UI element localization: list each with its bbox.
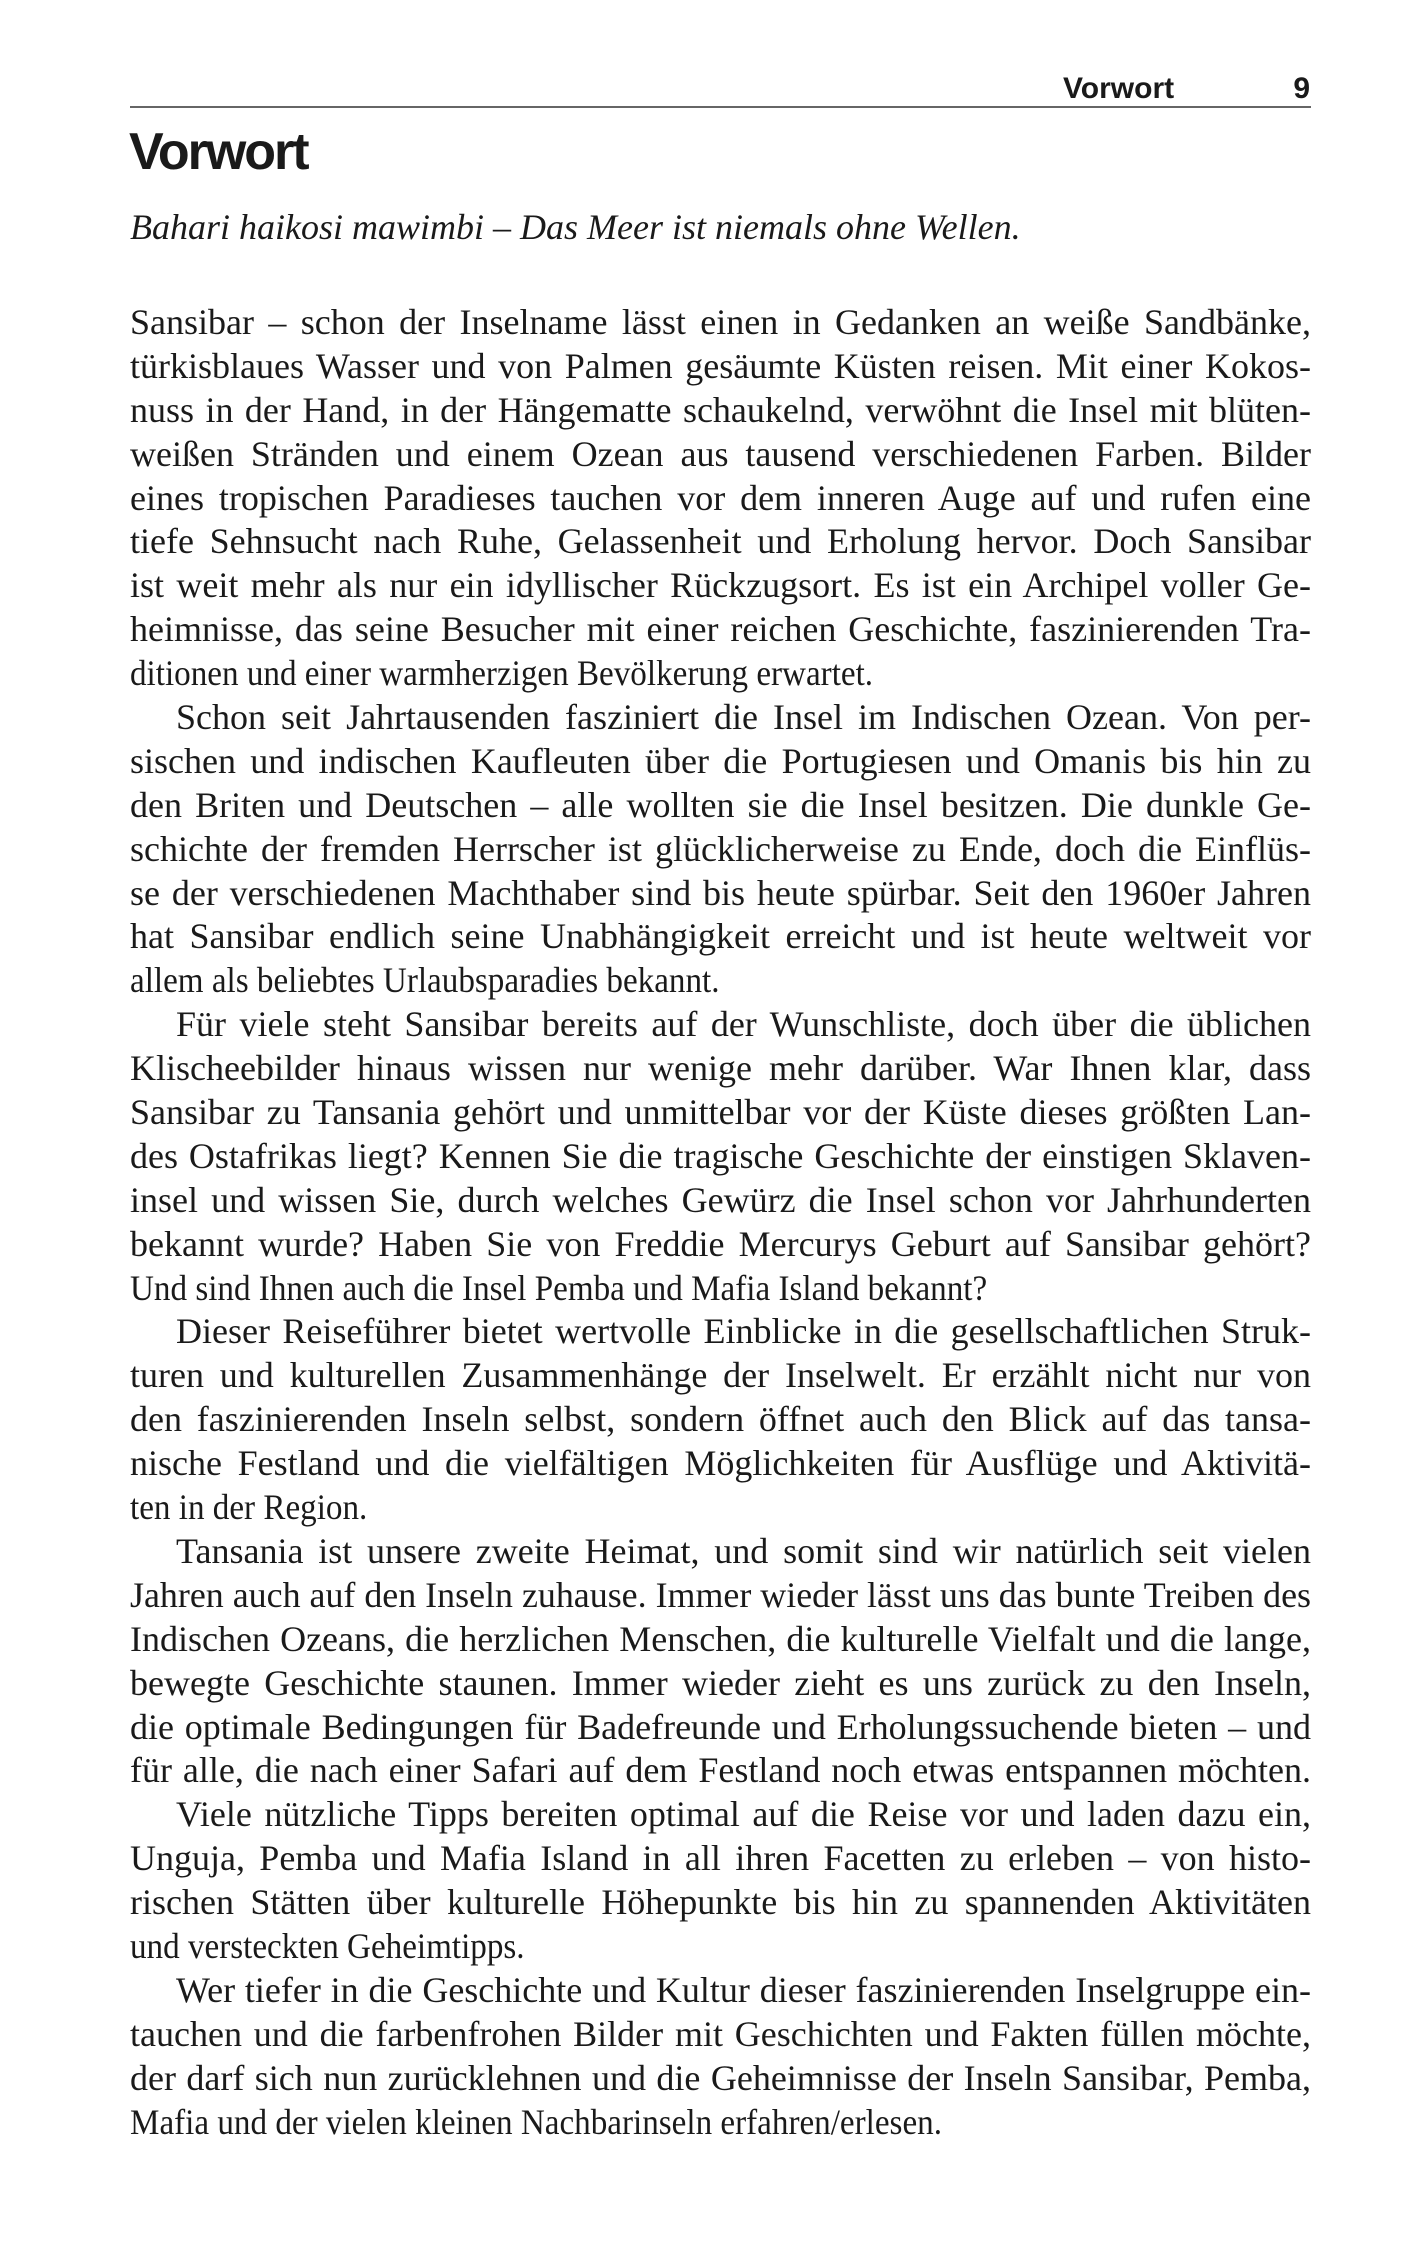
text-line: Dieser Reiseführer bietet wertvolle Einblicke in die gesellschaftlichen Struk- [176, 1311, 1311, 1352]
chapter-title: Vorwort [129, 123, 308, 181]
text-line: bewegte Geschichte staunen. Immer wieder zieht es uns zurück zu den Inseln, [130, 1662, 1311, 1703]
paragraph-5 [130, 1530, 1311, 1793]
text-line: ist weit mehr als nur ein idyllischer Rückzugsort. Es ist ein Archipel voller Ge- [130, 565, 1311, 606]
text-line: der darf sich nun zurücklehnen und die Geheimnisse der Inseln Sansibar, Pemba, [130, 2057, 1311, 2098]
text-line: die optimale Bedingungen für Badefreunde und Erholungssuchende bieten – und [130, 1706, 1311, 1747]
text-line: sischen und indischen Kaufleuten über die Portugiesen und Omanis bis hin zu [130, 740, 1311, 781]
text-line: den faszinierenden Inseln selbst, sondern öffnet auch den Blick auf das tansa- [130, 1399, 1311, 1440]
text-line: schichte der fremden Herrscher ist glücklicherweise zu Ende, doch die Einflüs- [130, 828, 1311, 869]
text-line: Jahren auch auf den Inseln zuhause. Immer wieder lässt uns das bunte Treiben des [130, 1574, 1311, 1615]
paragraph-4 [130, 1310, 1311, 1529]
text-line: Sansibar – schon der Inselname lässt einen in Gedanken an weiße Sandbänke, [130, 302, 1311, 342]
paragraph-2 [130, 696, 1311, 1003]
text-line: nische Festland und die vielfältigen Möglichkeiten für Ausflüge und Aktivitä- [130, 1443, 1311, 1484]
text-line: turen und kulturellen Zusammenhänge der Inselwelt. Er erzählt nicht nur von [130, 1355, 1311, 1396]
text-line: für alle, die nach einer Safari auf dem Festland noch etwas entspannen möchten. [130, 1750, 1311, 1791]
text-line: nuss in der Hand, in der Hängematte schaukelnd, verwöhnt die Insel mit blüten- [130, 389, 1311, 430]
text-line: hat Sansibar endlich seine Unabhängigkeit erreicht und ist heute weltweit vor [130, 916, 1311, 957]
text-line: tiefe Sehnsucht nach Ruhe, Gelassenheit und Erholung hervor. Doch Sansibar [130, 521, 1311, 562]
paragraph-3 [130, 1003, 1311, 1310]
text-line: Und sind Ihnen auch die Insel Pemba und Mafia Island bekannt? [130, 1267, 988, 1308]
text-line: rischen Stätten über kulturelle Höhepunkte bis hin zu spannenden Aktivitäten [130, 1882, 1311, 1923]
running-head-section: Vorwort [1063, 72, 1175, 105]
text-line: insel und wissen Sie, durch welches Gewürz die Insel schon vor Jahrhunderten [130, 1179, 1311, 1220]
text-line: Tansania ist unsere zweite Heimat, und somit sind wir natürlich seit vielen [176, 1530, 1311, 1571]
text-line: weißen Stränden und einem Ozean aus tausend verschiedenen Farben. Bilder [130, 433, 1311, 474]
header-rule [130, 106, 1311, 108]
paragraph-7 [130, 1969, 1311, 2145]
text-line: Klischeebilder hinaus wissen nur wenige mehr darüber. War Ihnen klar, dass [130, 1048, 1311, 1089]
page-number: 9 [1293, 72, 1310, 105]
text-line: se der verschiedenen Machthaber sind bis heute spürbar. Seit den 1960er Jahren [130, 872, 1311, 913]
text-line: türkisblaues Wasser und von Palmen gesäumte Küsten reisen. Mit einer Kokos- [130, 345, 1311, 386]
text-line: und versteckten Geheimtipps. [130, 1925, 525, 1966]
text-line: allem als beliebtes Urlaubsparadies bekannt. [130, 960, 720, 1001]
text-line: Indischen Ozeans, die herzlichen Menschen, die kulturelle Vielfalt und die lange, [130, 1618, 1311, 1659]
paragraph-1 [130, 301, 1311, 696]
text-line: tauchen und die farbenfrohen Bilder mit Geschichten und Fakten füllen möchte, [130, 2013, 1311, 2054]
running-head [130, 74, 1310, 106]
text-line: Wer tiefer in die Geschichte und Kultur dieser faszinierenden Inselgruppe ein- [176, 1969, 1311, 2010]
text-line: des Ostafrikas liegt? Kennen Sie die tragische Geschichte der einstigen Sklaven- [130, 1135, 1311, 1176]
text-line: heimnisse, das seine Besucher mit einer reichen Geschichte, faszinierenden Tra- [130, 609, 1311, 650]
text-line: Mafia und der vielen kleinen Nachbarinseln erfahren/erlesen. [130, 2101, 943, 2142]
text-line: Unguja, Pemba und Mafia Island in all ihren Facetten zu erleben – von histo- [130, 1838, 1311, 1879]
text-line: Viele nützliche Tipps bereiten optimal auf die Reise vor und laden dazu ein, [176, 1794, 1311, 1835]
paragraph-6 [130, 1793, 1311, 1969]
body-text [130, 301, 1311, 2144]
text-line: Für viele steht Sansibar bereits auf der Wunschliste, doch über die üblichen [176, 1004, 1311, 1045]
chapter-motto: Bahari haikosi mawimbi – Das Meer ist niemals ohne Wellen. [130, 207, 1021, 247]
text-line: den Briten und Deutschen – alle wollten sie die Insel besitzen. Die dunkle Ge- [130, 784, 1311, 825]
text-line: Sansibar zu Tansania gehört und unmittelbar vor der Küste dieses größten Lan- [130, 1092, 1311, 1133]
text-line: bekannt wurde? Haben Sie von Freddie Mercurys Geburt auf Sansibar gehört? [130, 1223, 1311, 1264]
text-line: ditionen und einer warmherzigen Bevölkerung erwartet. [130, 653, 874, 694]
text-line: Schon seit Jahrtausenden fasziniert die Insel im Indischen Ozean. Von per- [176, 697, 1311, 738]
text-line: eines tropischen Paradieses tauchen vor dem inneren Auge auf und rufen eine [130, 477, 1311, 518]
text-line: ten in der Region. [130, 1487, 368, 1528]
